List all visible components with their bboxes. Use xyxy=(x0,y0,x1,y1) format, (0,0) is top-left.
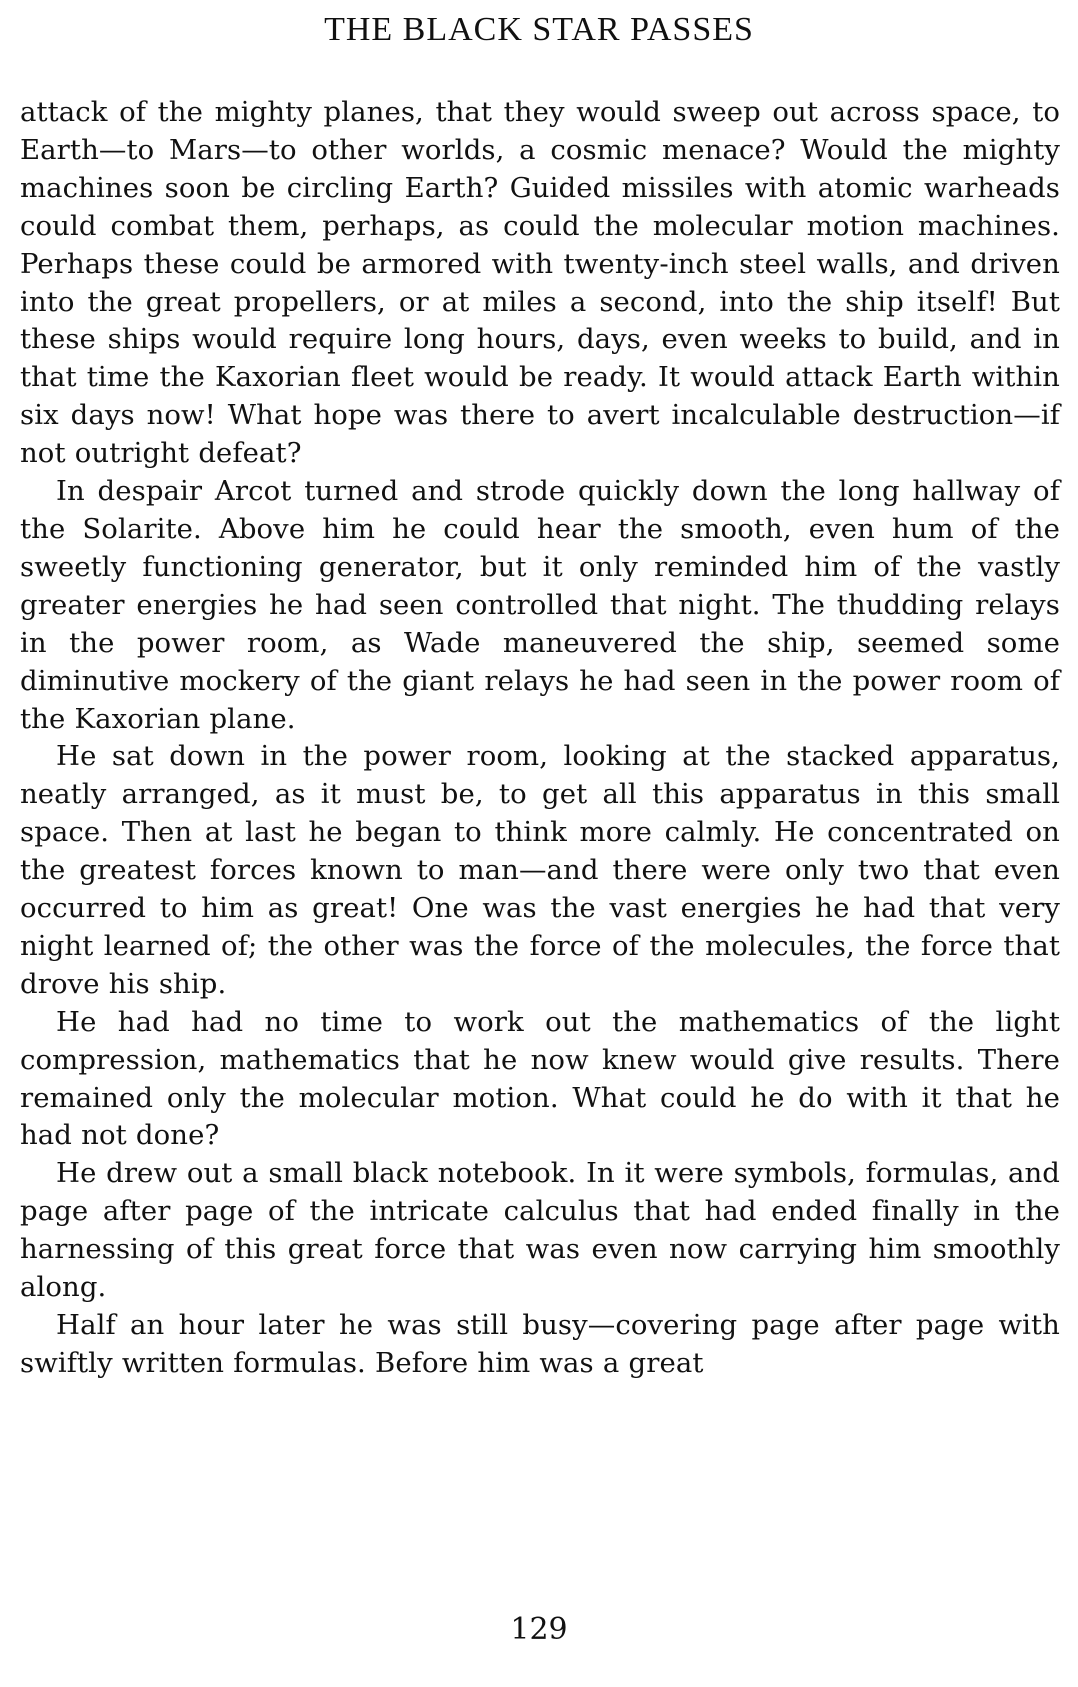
page-number: 129 xyxy=(510,1612,568,1647)
paragraph: Half an hour later he was still busy—covering page after page with swiftly written formulas. Before him was a great xyxy=(20,1309,1060,1379)
running-head: THE BLACK STAR PASSES xyxy=(324,11,754,48)
paragraph: He had had no time to work out the mathematics of the light compression, mathematics that he now knew would give results. There remained only the molecular motion. What could he do with it that he had not done? xyxy=(20,1005,1060,1152)
body-text xyxy=(20,94,1060,1383)
paragraph: He sat down in the power room, looking at the stacked apparatus, neatly arranged, as it must be, to get all this apparatus in this small space. Then at last he began to think more calmly. He concentrated on the greatest forces known to man—and there were only two that even occurred to him as great! One was the vast energies he had that very night learned of; the other was the force of the molecules, the force that drove his ship. xyxy=(20,740,1060,1000)
paragraph: He drew out a small black notebook. In it were symbols, formulas, and page after page of the intricate calculus that had ended finally in the harnessing of this great force that was even now carrying him smoothly along. xyxy=(20,1157,1060,1304)
paragraph: attack of the mighty planes, that they would sweep out across space, to Earth—to Mars—to other worlds, a cosmic menace? Would the mighty machines soon be circling Earth? Guided missiles with atomic warheads could combat them, perhaps, as could the molecular motion machines. Perhaps these could be armored with twenty-inch steel walls, and driven into the great propellers, or at miles a second, into the ship itself! But these ships would require long hours, days, even weeks to build, and in that time the Kaxorian fleet would be ready. It would attack Earth within six days now! What hope was there to avert incalculable destruction—if not outright defeat? xyxy=(20,96,1060,470)
paragraph: In despair Arcot turned and strode quickly down the long hallway of the Solarite. Above him he could hear the smooth, even hum of the sweetly functioning generator, but it only reminded him of the vastly greater energies he had seen controlled that night. The thudding relays in the power room, as Wade maneuvered the ship, seemed some diminutive mockery of the giant relays he had seen in the power room of the Kaxorian plane. xyxy=(20,475,1060,735)
